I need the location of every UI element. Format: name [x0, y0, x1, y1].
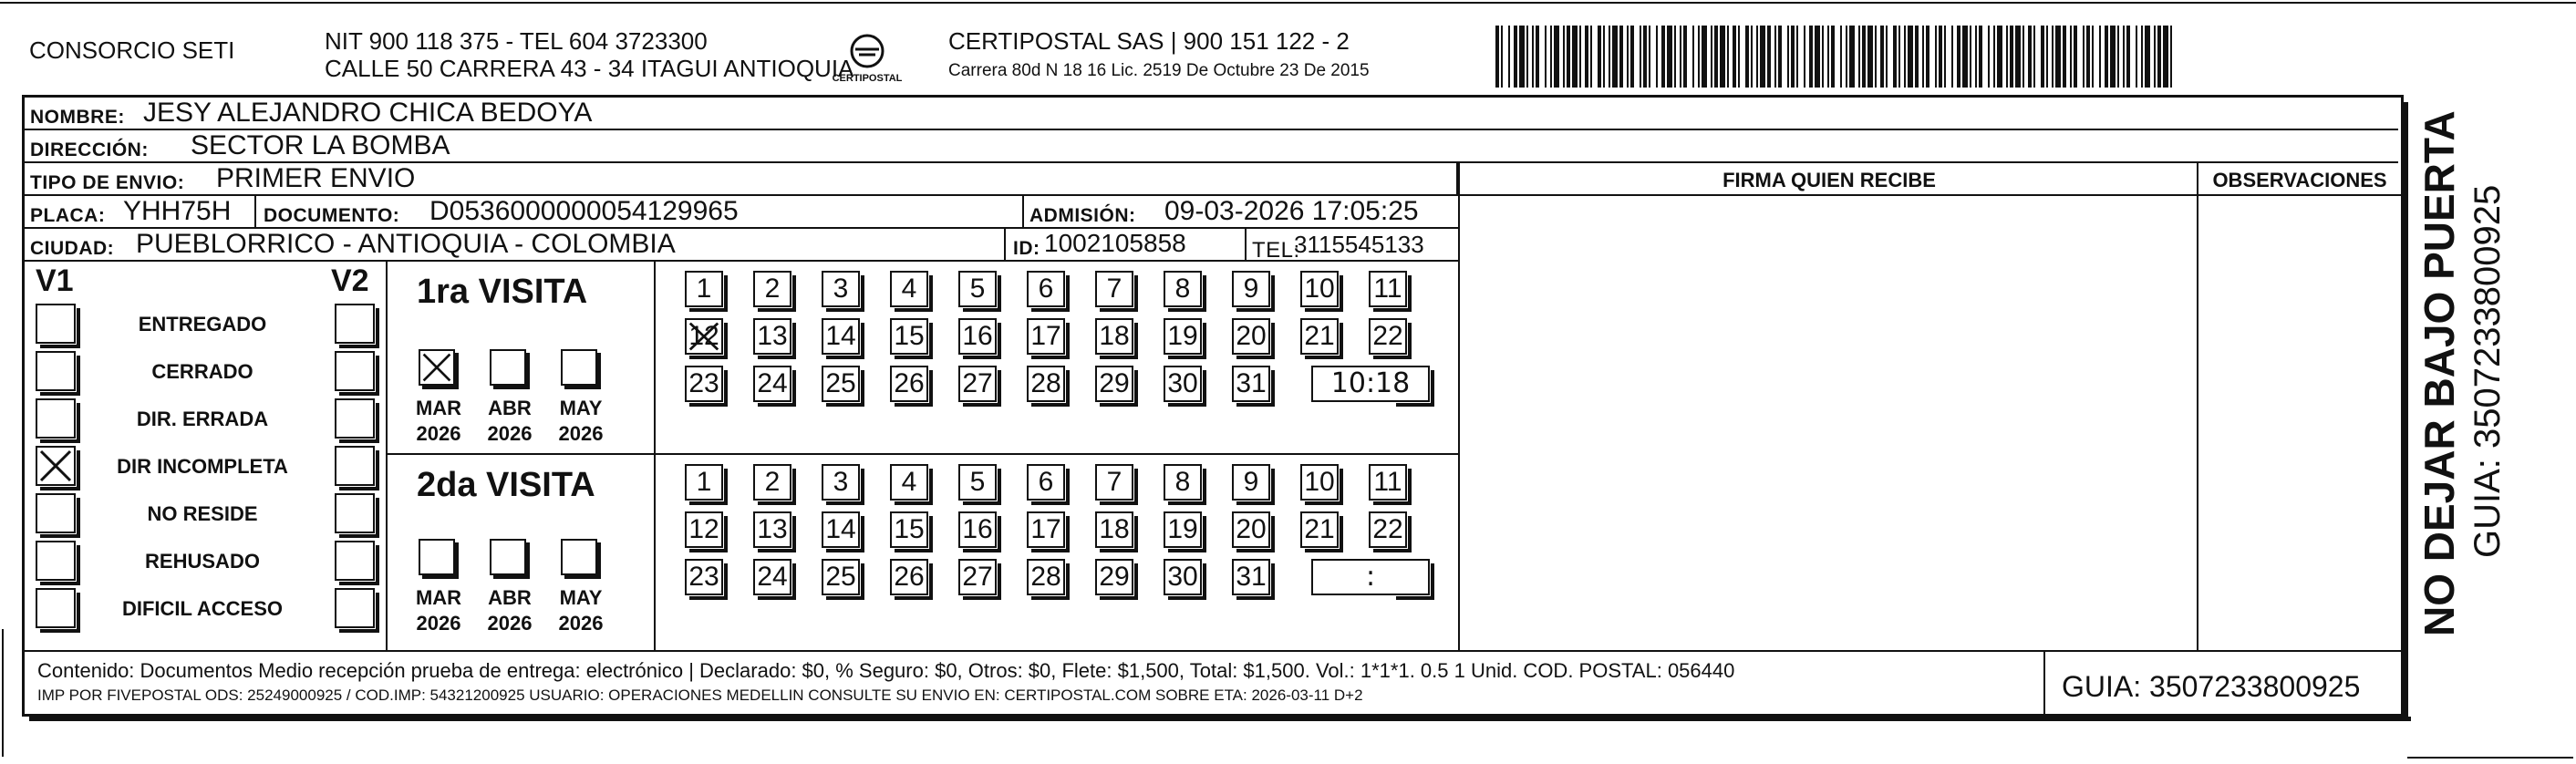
day-box[interactable]: 28	[1027, 366, 1065, 402]
month-checkbox[interactable]	[419, 349, 455, 386]
left-edge-mark	[2, 629, 4, 757]
day-box[interactable]: 23	[685, 366, 723, 402]
day-box[interactable]: 18	[1095, 511, 1133, 548]
day-box[interactable]: 18	[1095, 318, 1133, 355]
reason-label: DIR. ERRADA	[136, 408, 269, 430]
day-box[interactable]: 15	[890, 318, 928, 355]
reason-label: CERRADO	[151, 360, 253, 383]
month-label: ABR	[488, 397, 532, 419]
month-year: 2026	[558, 612, 604, 635]
signature-area	[1458, 163, 2198, 650]
visits-block	[25, 262, 1458, 650]
day-box[interactable]: 11	[1369, 464, 1407, 501]
v2-checkbox[interactable]	[335, 351, 375, 391]
visit2-title: 2da VISITA	[417, 466, 595, 504]
day-box[interactable]: 20	[1232, 511, 1270, 548]
visits-divider-left	[386, 262, 388, 650]
day-box[interactable]: 29	[1095, 366, 1133, 402]
day-box[interactable]: 27	[958, 366, 997, 402]
name-row	[25, 98, 2398, 130]
day-box[interactable]: 7	[1095, 464, 1133, 501]
doc-label: DOCUMENTO:	[264, 205, 400, 226]
month-year: 2026	[416, 612, 461, 635]
day-box[interactable]: 26	[890, 559, 928, 595]
month-checkbox[interactable]	[561, 349, 597, 386]
v2-checkbox[interactable]	[335, 304, 375, 344]
id-value: 1002105858	[1044, 229, 1186, 257]
frame-shadow-right	[2404, 102, 2408, 721]
observations-header-rule	[2198, 194, 2401, 196]
footer-imp: IMP POR FIVEPOSTAL ODS: 25249000925 / COD.IMP: 54321200925 USUARIO: OPERACIONES MEDELLIN CONSULTE SU ENVIO EN: CERTIPOSTAL.COM SOBRE ETA: 2026-03-11 D+2	[37, 687, 1363, 704]
name-label: NOMBRE:	[30, 107, 125, 128]
v1-checkbox[interactable]	[36, 541, 76, 581]
address-label: DIRECCIÓN:	[30, 139, 149, 160]
month-year: 2026	[416, 422, 461, 445]
day-box[interactable]: 10	[1300, 271, 1339, 307]
day-box[interactable]: 5	[958, 271, 997, 307]
day-box[interactable]: 2	[753, 271, 791, 307]
reason-label: DIR INCOMPLETA	[117, 455, 288, 478]
id-label: ID:	[1013, 238, 1040, 259]
plate-label: PLACA:	[30, 205, 106, 226]
city-value: PUEBLORRICO - ANTIOQUIA - COLOMBIA	[136, 229, 676, 259]
admission-value: 09-03-2026 17:05:25	[1164, 196, 1419, 226]
day-box[interactable]: 21	[1300, 318, 1339, 355]
plate-value: YHH75H	[123, 196, 232, 226]
day-box[interactable]: 10	[1300, 464, 1339, 501]
signature-header-rule	[1460, 194, 2198, 196]
day-box[interactable]: 25	[822, 366, 860, 402]
plate-divider	[254, 196, 256, 227]
day-box[interactable]: 4	[890, 271, 928, 307]
v2-checkbox[interactable]	[335, 398, 375, 439]
footer-guia-divider	[2043, 652, 2045, 714]
doc-value: D0536000000054129965	[429, 196, 739, 226]
company-name: CONSORCIO SETI	[29, 36, 235, 64]
barcode	[1495, 26, 2176, 88]
day-box[interactable]: 14	[822, 511, 860, 548]
admission-divider	[1022, 196, 1024, 227]
day-box[interactable]: 24	[753, 366, 791, 402]
tel-label: TEL:	[1252, 238, 1300, 263]
day-box[interactable]	[685, 318, 723, 355]
day-box[interactable]: 20	[1232, 318, 1270, 355]
day-box[interactable]: 31	[1232, 366, 1270, 402]
day-box[interactable]: 30	[1164, 559, 1202, 595]
day-box[interactable]: 22	[1369, 511, 1407, 548]
month-label: MAY	[559, 586, 603, 609]
month-checkbox[interactable]	[419, 539, 455, 575]
day-box[interactable]: 6	[1027, 271, 1065, 307]
frame-shadow-bottom	[29, 717, 2411, 721]
v1-checkbox[interactable]	[36, 351, 76, 391]
day-box[interactable]: 27	[958, 559, 997, 595]
v1-checkbox[interactable]	[36, 398, 76, 439]
address-value: SECTOR LA BOMBA	[191, 130, 450, 160]
v2-checkbox[interactable]	[335, 588, 375, 628]
certipostal-logo	[826, 33, 908, 88]
day-box[interactable]: 1	[685, 464, 723, 501]
day-box[interactable]: 3	[822, 464, 860, 501]
name-value: JESY ALEJANDRO CHICA BEDOYA	[143, 98, 593, 128]
type-label: TIPO DE ENVIO:	[30, 172, 185, 193]
observations-area	[2198, 163, 2401, 650]
visit-title-divider-1	[654, 262, 656, 650]
v1-checkbox[interactable]	[36, 588, 76, 628]
v2-checkbox[interactable]	[335, 493, 375, 533]
reason-label: ENTREGADO	[138, 313, 267, 336]
v1-label: V1	[36, 263, 74, 298]
type-row	[25, 163, 1458, 196]
day-box[interactable]: 23	[685, 559, 723, 595]
city-row	[25, 229, 1458, 262]
time-box[interactable]: 10:18	[1311, 366, 1430, 402]
v2-checkbox[interactable]	[335, 541, 375, 581]
day-box[interactable]: 25	[822, 559, 860, 595]
day-box[interactable]: 8	[1164, 464, 1202, 501]
day-box[interactable]: 11	[1369, 271, 1407, 307]
day-box[interactable]: 17	[1027, 511, 1065, 548]
day-box[interactable]: 16	[958, 318, 997, 355]
day-box[interactable]: 29	[1095, 559, 1133, 595]
day-box[interactable]: 2	[753, 464, 791, 501]
plate-row	[25, 196, 1458, 229]
day-box[interactable]: 5	[958, 464, 997, 501]
day-box[interactable]: 14	[822, 318, 860, 355]
month-label: MAR	[415, 397, 462, 419]
day-number: 12	[688, 321, 719, 351]
address-line: CALLE 50 CARRERA 43 - 34 ITAGUI ANTIOQUIA	[325, 55, 854, 82]
day-box[interactable]: 12	[685, 511, 723, 548]
id-divider	[1004, 229, 1006, 260]
month-label: MAY	[559, 397, 603, 419]
month-checkbox[interactable]	[490, 349, 526, 386]
admission-label: ADMISIÓN:	[1029, 205, 1136, 226]
day-box[interactable]: 9	[1232, 464, 1270, 501]
certipostal-line: CERTIPOSTAL SAS | 900 151 122 - 2	[948, 27, 1350, 55]
day-box[interactable]: 6	[1027, 464, 1065, 501]
day-box[interactable]: 26	[890, 366, 928, 402]
day-box[interactable]: 8	[1164, 271, 1202, 307]
day-box[interactable]: 31	[1232, 559, 1270, 595]
side-warning: NO DEJAR BAJO PUERTA	[2416, 110, 2463, 636]
side-guia: GUIA: 3507233800925	[2467, 184, 2508, 558]
day-box[interactable]: 9	[1232, 271, 1270, 307]
day-box[interactable]: 1	[685, 271, 723, 307]
day-box[interactable]: 13	[753, 511, 791, 548]
v2-label: V2	[331, 263, 369, 298]
day-box[interactable]: 7	[1095, 271, 1133, 307]
day-box[interactable]: 19	[1164, 318, 1202, 355]
month-year: 2026	[487, 612, 533, 635]
top-rule	[0, 2, 2576, 4]
day-box[interactable]: 15	[890, 511, 928, 548]
day-box[interactable]: 30	[1164, 366, 1202, 402]
v2-checkbox[interactable]	[335, 446, 375, 486]
month-checkbox[interactable]	[561, 539, 597, 575]
v1-checkbox[interactable]	[36, 304, 76, 344]
month-label: MAR	[415, 586, 462, 609]
day-box[interactable]: 4	[890, 464, 928, 501]
visits-midline	[388, 453, 1458, 455]
footer-contents: Contenido: Documentos Medio recepción prueba de entrega: electrónico | Declarado: $0, % Seguro: $0, Otros: $0, Flete: $1,500, Total: $1,500. Vol.: 1*1*1. 0.5 1 Unid. COD. POSTAL: 056440	[37, 659, 1735, 682]
month-checkbox[interactable]	[490, 539, 526, 575]
tel-divider	[1245, 229, 1247, 260]
day-box[interactable]: 28	[1027, 559, 1065, 595]
reason-label: REHUSADO	[145, 550, 260, 573]
month-label: ABR	[488, 586, 532, 609]
day-box[interactable]: 17	[1027, 318, 1065, 355]
day-box[interactable]: 19	[1164, 511, 1202, 548]
logo-text: CERTIPOSTAL	[832, 73, 903, 84]
type-value: PRIMER ENVIO	[216, 163, 416, 193]
month-year: 2026	[558, 422, 604, 445]
observations-header: OBSERVACIONES	[2212, 169, 2387, 191]
v1-checkbox[interactable]	[36, 493, 76, 533]
signature-header: FIRMA QUIEN RECIBE	[1723, 169, 1936, 191]
license-line: Carrera 80d N 18 16 Lic. 2519 De Octubre 23 De 2015	[948, 61, 1370, 80]
day-box[interactable]: 13	[753, 318, 791, 355]
visit1-title: 1ra VISITA	[417, 273, 588, 311]
day-box[interactable]: 22	[1369, 318, 1407, 355]
day-box[interactable]: 24	[753, 559, 791, 595]
main-form	[22, 95, 2404, 717]
time-box[interactable]: :	[1311, 559, 1430, 595]
day-box[interactable]: 3	[822, 271, 860, 307]
reason-label: NO RESIDE	[147, 502, 258, 525]
address-row	[25, 130, 2398, 163]
bottom-rule	[2407, 757, 2573, 759]
footer-guia: GUIA: 3507233800925	[2062, 670, 2361, 703]
city-label: CIUDAD:	[30, 238, 115, 259]
v1-checkbox[interactable]	[36, 446, 76, 486]
nit-line: NIT 900 118 375 - TEL 604 3723300	[325, 27, 708, 55]
day-box[interactable]: 21	[1300, 511, 1339, 548]
day-box[interactable]: 16	[958, 511, 997, 548]
month-year: 2026	[487, 422, 533, 445]
reason-label: DIFICIL ACCESO	[121, 597, 283, 620]
tel-value: 3115545133	[1294, 231, 1424, 258]
